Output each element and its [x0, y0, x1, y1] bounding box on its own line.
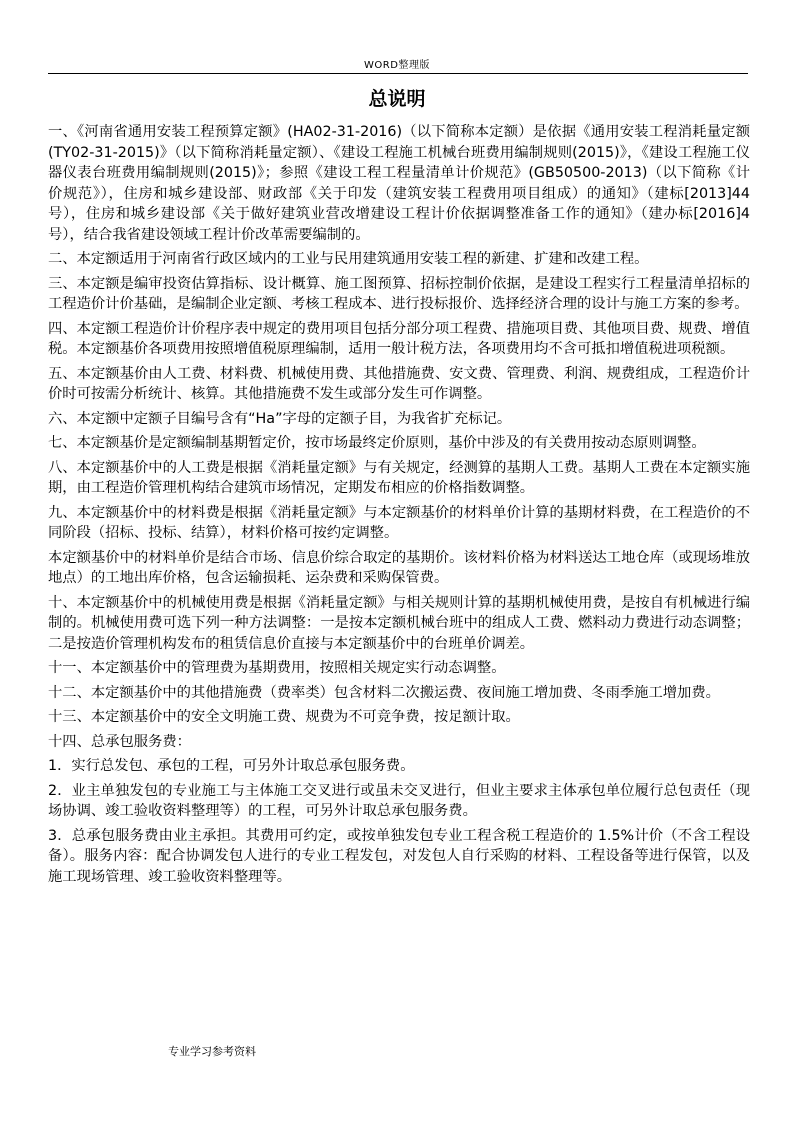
paragraph-10: 十、本定额基价中的机械使用费是根据《消耗量定额》与相关规则计算的基期机械使用费，是按自有机械进行编制的。机械使用费可选下列一种方法调整：一是按本定额机械台班中的组成人工费、燃料动力费进行动态调整；二是按造价管理机构发布的租赁信息价直接与本定额基价中的台班单价调差。	[48, 594, 750, 652]
paragraph-13: 十三、本定额基价中的安全文明施工费、规费为不可竞争费，按足额计取。	[48, 709, 520, 725]
paragraph-12: 十二、本定额基价中的其他措施费（费率类）包含材料二次搬运费、夜间施工增加费、冬雨季施工增加费。	[48, 684, 720, 701]
page-footer-text: 专业学习参考资料	[168, 1045, 256, 1058]
paragraph-11: 十一、本定额基价中的管理费为基期费用，按照相关规定实行动态调整。	[48, 660, 506, 676]
paragraph-1: 一、《河南省通用安装工程预算定额》(HA02-31-2016)（以下简称本定额）是依据《通用安装工程消耗量定额(TY02-31-2015)》（以下简称消耗量定额）、《建设工程施工机械台班费用编制规则(2015)》，《建设工程施工仪器仪表台班费用编制规则(2015)》；参照《建设工程工程量清单计价规范》(GB50500-2013)（以下简称《计价规范》），住房和城乡建设部、财政部《关于印发（建筑安装工程费用项目组成）的通知》（建标[2013]44号），住房和城乡建设部《关于做好建筑业营改增建设工程计价依据调整准备工作的通知》（建办标[2016]4号），结合我省建设领域工程计价改革需要编制的。	[48, 124, 750, 243]
paragraph-5: 五、本定额基价由人工费、材料费、机械使用费、其他措施费、安文费、管理费、利润、规费组成，工程造价计价时可按需分析统计、核算。其他措施费不发生或部分发生可作调整。	[48, 365, 750, 402]
document-body	[48, 122, 750, 891]
paragraph-7: 七、本定额基价是定额编制基期暂定价，按市场最终定价原则，基价中涉及的有关费用按动态原则调整。	[48, 435, 706, 451]
paragraph-9-material-price: 本定额基价中的材料单价是结合市场、信息价综合取定的基期价。该材料价格为材料送达工地仓库（或现场堆放地点）的工地出库价格，包含运输损耗、运杂费和采购保管费。	[48, 549, 750, 586]
paragraph-8: 八、本定额基价中的人工费是根据《消耗量定额》与有关规定，经测算的基期人工费。基期人工费在本定额实施期，由工程造价管理机构结合建筑市场情况，定期发布相应的价格指数调整。	[48, 459, 750, 496]
paragraph-14: 十四、总承包服务费：	[48, 733, 191, 750]
paragraph-14-item-1: 1．实行总发包、承包的工程，可另外计取总承包服务费。	[48, 758, 415, 774]
header-divider	[48, 73, 748, 74]
paragraph-14-item-3: 3．总承包服务费由业主承担。其费用可约定，或按单独发包专业工程含税工程造价的 1.5%计价（不含工程设备）。服务内容：配合协调发包人进行的专业工程发包，对发包人自行采购的材料、工程设备等进行保管，以及施工现场管理、竣工验收资料整理等。	[48, 827, 750, 885]
paragraph-9: 九、本定额基价中的材料费是根据《消耗量定额》与本定额基价的材料单价计算的基期材料费，在工程造价的不同阶段（招标、投标、结算），材料价格可按约定调整。	[48, 504, 750, 541]
paragraph-3: 三、本定额是编审投资估算指标、设计概算、施工图预算、招标控制价依据，是建设工程实行工程量清单招标的工程造价计价基础，是编制企业定额、考核工程成本、进行投标报价、选择经济合理的设计与施工方案的参考。	[48, 275, 750, 312]
paragraph-6: 六、本定额中定额子目编号含有“Ha”字母的定额子目，为我省扩充标记。	[48, 410, 512, 427]
paragraph-2: 二、本定额适用于河南省行政区域内的工业与民用建筑通用安装工程的新建、扩建和改建工程。	[48, 251, 649, 267]
document-title: 总说明	[368, 88, 426, 110]
page-header-text: WORD整理版	[364, 60, 430, 71]
paragraph-14-item-2: 2．业主单独发包的专业施工与主体施工交叉进行或虽未交叉进行，但业主要求主体承包单位履行总包责任（现场协调、竣工验收资料整理等）的工程，可另外计取总承包服务费。	[48, 782, 750, 819]
paragraph-4: 四、本定额工程造价计价程序表中规定的费用项目包括分部分项工程费、措施项目费、其他项目费、规费、增值税。本定额基价各项费用按照增值税原理编制，适用一般计税方法，各项费用均不含可抵扣增值税进项税额。	[48, 320, 750, 357]
